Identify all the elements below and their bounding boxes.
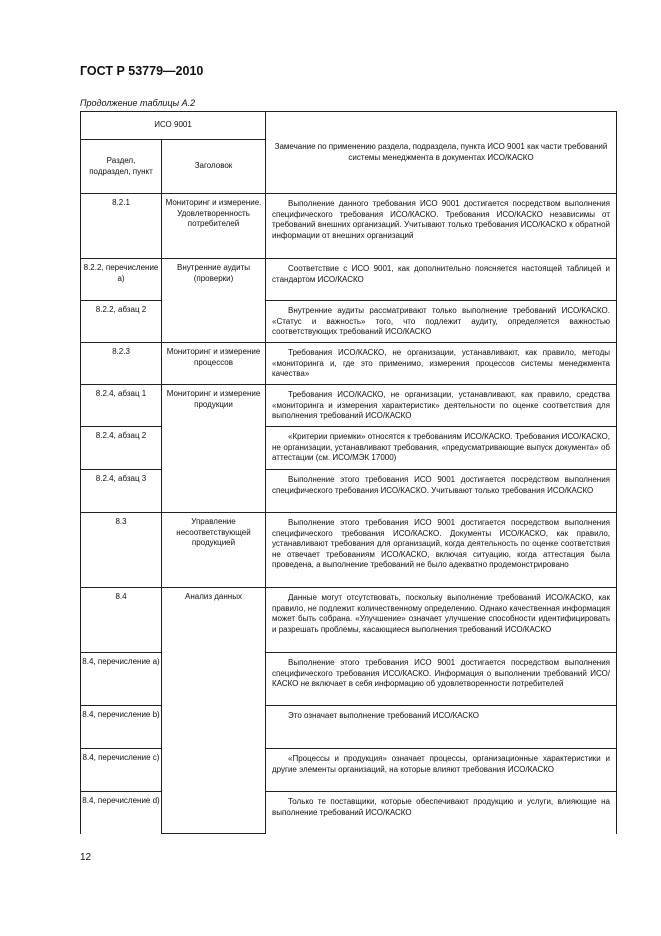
note-cell: Выполнение этого требования ИСО 9001 достигается посредством выполнения специфического требования ИСО/КАСКО. Информация о выполнении требований ИСО/КАСКО не включает в себя информацию об удовлетворенности потребителей bbox=[266, 653, 617, 706]
note-cell: Выполнение этого требования ИСО 9001 достигается посредством выполнения специфического требования ИСО/КАСКО. Документы ИСО/КАСКО, как правило, устанавливают требования для организаций, когда деятельность по оценке соответствия не отвечает требованиям ИСО/КАСКО, включая ситуацию, когда аттестация была проведена, а выполнение требований не было адекватно продемонстрировано bbox=[266, 513, 617, 588]
table-row bbox=[81, 792, 617, 834]
table-row bbox=[81, 588, 617, 653]
section-cell: 8.2.2, перечисление а) bbox=[81, 259, 162, 301]
table-row bbox=[81, 427, 617, 470]
section-cell: 8.3 bbox=[81, 513, 162, 588]
header-section: Раздел, подраздел, пункт bbox=[81, 140, 162, 194]
section-cell: 8.4, перечисление b) bbox=[81, 706, 162, 749]
section-cell: 8.4, перечисление с) bbox=[81, 749, 162, 792]
section-cell: 8.4, перечисление а) bbox=[81, 653, 162, 706]
table-row bbox=[81, 706, 617, 749]
table-row bbox=[81, 385, 617, 427]
table-row bbox=[81, 470, 617, 513]
heading-cell: Мониторинг и измерение. Удовлетворенность потребителей bbox=[162, 194, 266, 259]
document-title: ГОСТ Р 53779—2010 bbox=[80, 64, 204, 78]
section-cell: 8.2.4, абзац 2 bbox=[81, 427, 162, 470]
note-cell: Внутренние аудиты рассматривают только выполнение требований ИСО/КАСКО. «Статус и важность» того, что подлежит аудиту, определяется важностью соответствующих требований ИСО/КАСКО bbox=[266, 301, 617, 343]
section-cell: 8.2.3 bbox=[81, 343, 162, 385]
table-row bbox=[81, 513, 617, 588]
note-cell: Требования ИСО/КАСКО, не организации, устанавливают, как правило, методы «мониторинга и, где это применимо, измерения процессов системы менеджмента качества» bbox=[266, 343, 617, 385]
heading-cell: Управление несоответствующей продукцией bbox=[162, 513, 266, 588]
note-cell: Выполнение этого требования ИСО 9001 достигается посредством выполнения специфического требования ИСО/КАСКО. Учитывают только требования ИСО/КАСКО bbox=[266, 470, 617, 513]
section-cell: 8.4, перечисление d) bbox=[81, 792, 162, 834]
note-cell: Соответствие с ИСО 9001, как дополнительно поясняется настоящей таблицей и стандартом ИСО/КАСКО bbox=[266, 259, 617, 301]
heading-cell: Мониторинг и измерение процессов bbox=[162, 343, 266, 385]
requirements-table bbox=[80, 111, 617, 834]
header-heading: Заголовок bbox=[162, 140, 266, 194]
note-cell: Выполнение данного требования ИСО 9001 достигается посредством выполнения специфического требования ИСО/КАСКО. Требования ИСО/КАСКО независимы от требований внешних организаций. Учитывают только требования ИСО/КАСКО к обратной информации от внешних организаций bbox=[266, 194, 617, 259]
table-row bbox=[81, 749, 617, 792]
heading-cell: Анализ данных bbox=[162, 588, 266, 834]
note-cell: Данные могут отсутствовать, поскольку выполнение требований ИСО/КАСКО, как правило, не подлежит количественному определению. Однако качественная информация может быть собрана. «Улучшение» означает улучшение способности идентифицировать и разрешать проблемы, касающиеся выполнения требований ИСО/КАСКО bbox=[266, 588, 617, 653]
page-number: 12 bbox=[80, 852, 92, 863]
table-row bbox=[81, 259, 617, 301]
note-cell: Только те поставщики, которые обеспечивают продукцию и услуги, влияющие на выполнение требований ИСО/КАСКО bbox=[266, 792, 617, 834]
table-caption: Продолжение таблицы А.2 bbox=[80, 98, 196, 108]
table-row bbox=[81, 343, 617, 385]
section-cell: 8.2.2, абзац 2 bbox=[81, 301, 162, 343]
header-note: Замечание по применению раздела, подраздела, пункта ИСО 9001 как части требований системы менеджмента в документах ИСО/КАСКО bbox=[266, 112, 617, 194]
table-row bbox=[81, 301, 617, 343]
section-cell: 8.2.1 bbox=[81, 194, 162, 259]
section-cell: 8.2.4, абзац 3 bbox=[81, 470, 162, 513]
note-cell: Это означает выполнение требований ИСО/КАСКО bbox=[266, 706, 617, 749]
section-cell: 8.2.4, абзац 1 bbox=[81, 385, 162, 427]
note-cell: «Критерии приемки» относятся к требованиям ИСО/КАСКО. Требования ИСО/КАСКО, не организации, устанавливают требования, «предусматривающие выпуск документа» об аттестации (см. ИСО/МЭК 17000) bbox=[266, 427, 617, 470]
table-row bbox=[81, 653, 617, 706]
heading-cell: Мониторинг и измерение продукции bbox=[162, 385, 266, 513]
section-cell: 8.4 bbox=[81, 588, 162, 653]
note-cell: Требования ИСО/КАСКО, не организации, устанавливают, как правило, средства «мониторинга и измерения характеристик» деятельности по оценке соответствия для выполнения требований ИСО/КАСКО bbox=[266, 385, 617, 427]
table-row bbox=[81, 194, 617, 259]
note-cell: «Процессы и продукция» означает процессы, организационные характеристики и другие элементы организаций, на которые влияют требования ИСО/КАСКО bbox=[266, 749, 617, 792]
heading-cell: Внутренние аудиты (проверки) bbox=[162, 259, 266, 343]
header-iso-9001: ИСО 9001 bbox=[81, 112, 266, 140]
